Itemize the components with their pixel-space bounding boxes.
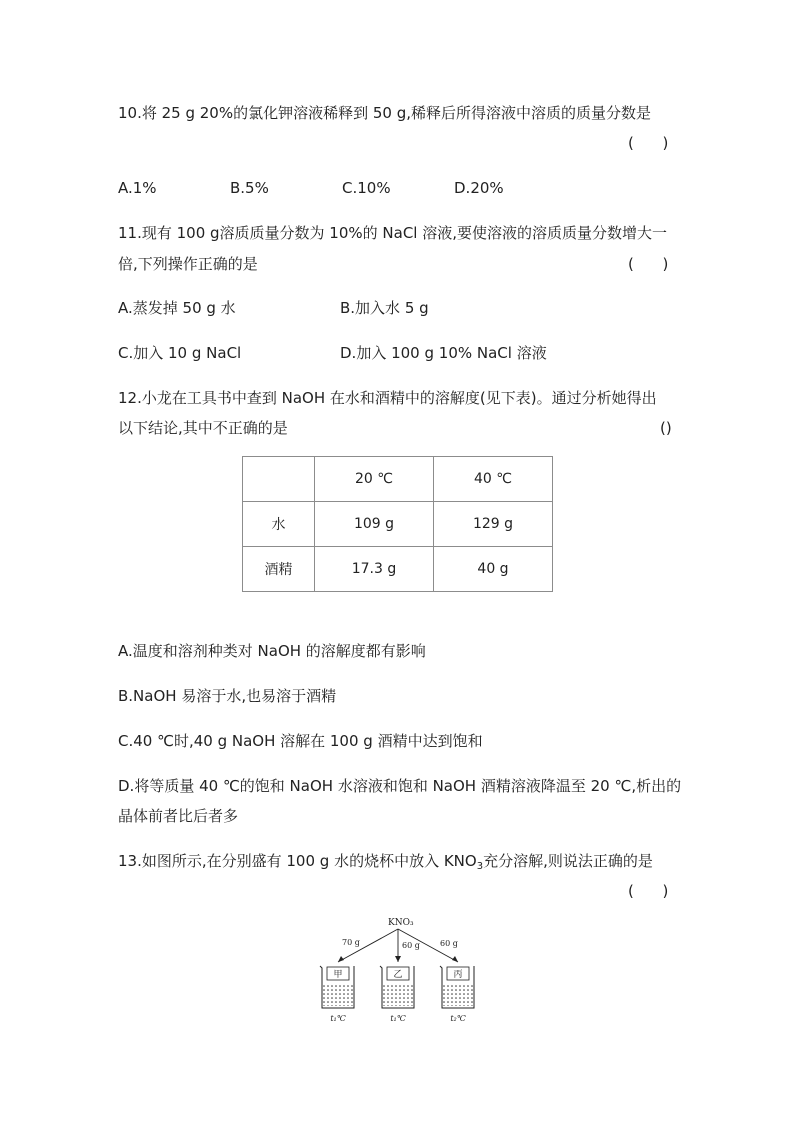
q12-option-c: C.40 ℃时,40 g NaOH 溶解在 100 g 酒精中达到饱和 [118, 732, 483, 750]
temp-label-bing: t₂℃ [450, 1014, 466, 1023]
solubility-table [242, 456, 553, 592]
q13-stem-post: 充分溶解,则说法正确的是 [483, 852, 653, 870]
q11-option-a: A.蒸发掉 50 g 水 [118, 299, 236, 317]
q13-stem-subscript: 3 [476, 861, 484, 872]
arrow-head-right [452, 956, 458, 962]
amount-label-jia: 70 g [342, 938, 360, 947]
q13-stem [118, 851, 653, 877]
arrow-head-left [338, 956, 344, 962]
arrow-head-middle [395, 956, 401, 962]
temp-label-jia: t₁℃ [330, 1014, 346, 1023]
beaker-name-jia: 甲 [333, 970, 343, 980]
q10-option-b: B.5% [230, 179, 269, 197]
q13-answer-bracket: ( ) [628, 882, 669, 900]
table-cell: 17.3 g [315, 547, 434, 592]
q12-option-d-line2: 晶体前者比后者多 [118, 807, 239, 825]
arrow-heads [338, 956, 458, 962]
table-cell: 129 g [434, 502, 553, 547]
q13-stem-pre: 13.如图所示,在分别盛有 100 g 水的烧杯中放入 KNO [118, 852, 477, 870]
q10-option-a: A.1% [118, 179, 157, 197]
q12-stem-line1: 12.小龙在工具书中查到 NaOH 在水和酒精中的溶解度(见下表)。通过分析她得出 [118, 389, 657, 407]
q11-option-d: D.加入 100 g 10% NaCl 溶液 [340, 344, 547, 362]
temp-label-yi: t₁℃ [390, 1014, 406, 1023]
q11-option-c: C.加入 10 g NaCl [118, 344, 242, 362]
q12-option-d-line1: D.将等质量 40 ℃的饱和 NaOH 水溶液和饱和 NaOH 酒精溶液降温至 20 ℃,析出的 [118, 777, 682, 795]
amount-label-bing: 60 g [440, 939, 458, 948]
q11-answer-bracket: ( ) [628, 255, 669, 273]
table-header-row [243, 457, 553, 502]
q11-stem-line1: 11.现有 100 g溶质质量分数为 10%的 NaCl 溶液,要使溶液的溶质质量分数增大一 [118, 224, 668, 242]
beaker-name-bing: 丙 [453, 970, 463, 980]
q11-stem-line2: 倍,下列操作正确的是 [118, 255, 258, 273]
table-row [243, 547, 553, 592]
q12-answer-bracket: () [660, 419, 672, 437]
q11-option-b: B.加入水 5 g [340, 299, 429, 317]
q10-option-d: D.20% [454, 179, 504, 197]
table-cell: 酒精 [243, 547, 315, 592]
table-header-cell: 20 ℃ [315, 457, 434, 502]
beakers-figure [310, 912, 480, 1027]
beaker-name-yi: 乙 [393, 970, 403, 980]
q12-stem-line2: 以下结论,其中不正确的是 [118, 419, 288, 437]
table-header-cell [243, 457, 315, 502]
table-cell: 水 [243, 502, 315, 547]
q12-option-a: A.温度和溶剂种类对 NaOH 的溶解度都有影响 [118, 642, 426, 660]
q10-option-c: C.10% [342, 179, 391, 197]
table-cell: 109 g [315, 502, 434, 547]
table-cell: 40 g [434, 547, 553, 592]
q10-answer-bracket: ( ) [628, 134, 669, 152]
table-header-cell: 40 ℃ [434, 457, 553, 502]
amount-label-yi: 60 g [402, 941, 420, 950]
q10-stem: 10.将 25 g 20%的氯化钾溶液稀释到 50 g,稀释后所得溶液中溶质的质量分数是 [118, 104, 652, 122]
table-row [243, 502, 553, 547]
q12-option-b: B.NaOH 易溶于水,也易溶于酒精 [118, 687, 337, 705]
kno3-source-label: KNO₃ [388, 918, 414, 928]
